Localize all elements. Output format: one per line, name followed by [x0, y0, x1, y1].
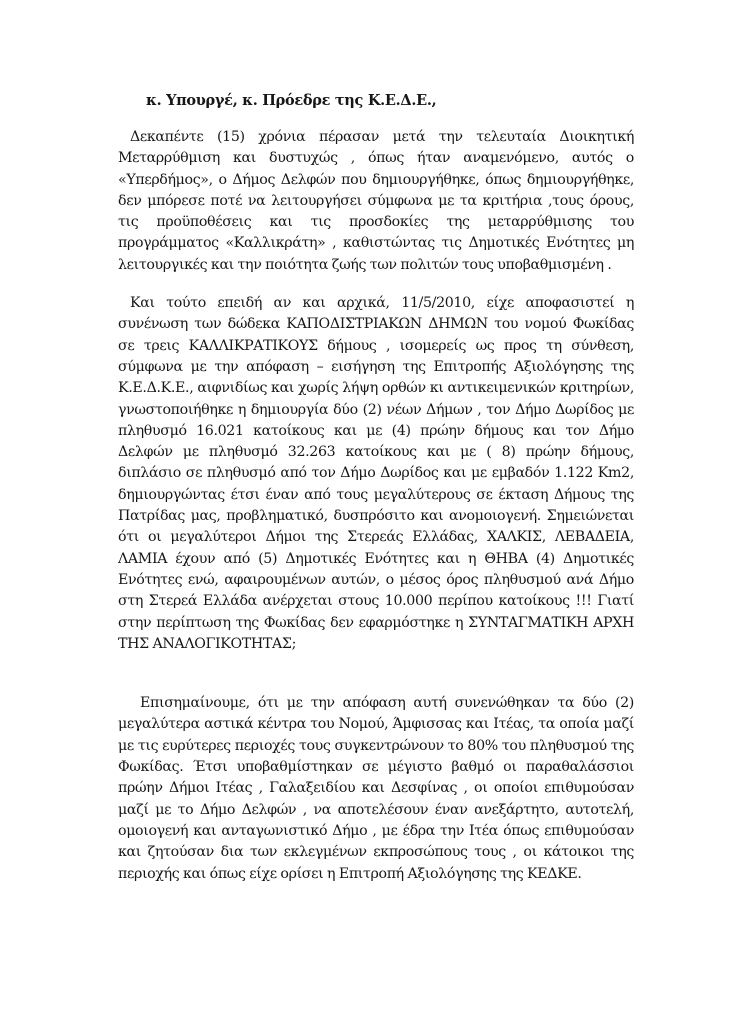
paragraph-2: Και τούτο επειδή αν και αρχικά, 11/5/2010, είχε αποφασιστεί η συνένωση των δώδεκα ΚΑΠΟΔΙΣΤΡΙΑΚΩΝ ΔΗΜΩΝ του νομού Φωκίδας σε τρεις ΚΑΛΛΙΚΡΑΤΙΚΟΥΣ δήμους , ισομερείς ως προς τη σύνθεση, σύμφωνα με την απόφαση – εισήγηση της Επιτροπής Αξιολόγησης της Κ.Ε.Δ.Κ.Ε., αιφνιδίως και χωρίς λήψη ορθών κι αντικειμενικών κριτηρίων, γνωστοποιήθηκε η δημιουργία δύο (2) νέων Δήμων , τον Δήμο Δωρίδος με πληθυσμό 16.021 κατοίκους και με (4) πρώην δήμους και τον Δήμο Δελφών με πληθυσμό 32.263 κατοίκους και με ( 8) πρώην δήμους, διπλάσιο σε πληθυσμό από τον Δήμο Δωρίδος και με εμβαδόν 1.122 Km2, δημιουργώντας έτσι έναν από τους μεγαλύτερους σε έκταση Δήμους της Πατρίδας μας, προβληματικό, δυσπρόσιτο και ανομοιογενή. Σημειώνεται ότι οι μεγαλύτεροι Δήμοι της Στερεάς Ελλάδας, ΧΑΛΚΙΣ, ΛΕΒΑΔΕΙΑ, ΛΑΜΙΑ έχουν από (5) Δημοτικές Ενότητες και η ΘΗΒΑ (4) Δημοτικές Ενότητες ενώ, αφαιρουμένων αυτών, ο μέσος όρος πληθυσμού ανά Δήμο στη Στερεά Ελλάδα ανέρχεται στους 10.000 περίπου κατοίκους !!! Γιατί στην περίπτωση της Φωκίδας δεν εφαρμόστηκε η ΣΥΝΤΑΓΜΑΤΙΚΗ ΑΡΧΗ ΤΗΣ ΑΝΑΛΟΓΙΚΟΤΗΤΑΣ; [118, 295, 634, 652]
salutation-heading: κ. Υπουργέ, κ. Πρόεδρε της Κ.Ε.Δ.Ε., [146, 92, 437, 109]
paragraph-1: Δεκαπέντε (15) χρόνια πέρασαν μετά την τελευταία Διοικητική Μεταρρύθμιση και δυστυχώς , όπως ήταν αναμενόμενο, αυτός ο «Υπερδήμος», ο Δήμος Δελφών που δημιουργήθηκε, όπως δημιουργήθηκε, δεν μπόρεσε ποτέ να λειτουργήσει σύμφωνα με τα κριτήρια ,τους όρους, τις προϋποθέσεις και τις προσδοκίες της μεταρρύθμισης του προγράμματος «Καλλικράτη» , καθιστώντας τις Δημοτικές Ενότητες μη λειτουργικές και την ποιότητα ζωής των πολιτών τους υποβαθμισμένη . [118, 129, 634, 273]
document-page [118, 88, 634, 885]
paragraph-3: Επισημαίνουμε, ότι με την απόφαση αυτή συνενώθηκαν τα δύο (2) μεγαλύτερα αστικά κέντρα του Νομού, Άμφισσας και Ιτέας, τα οποία μαζί με τις ευρύτερες περιοχές τους συγκεντρώνουν το 80% του πληθυσμού της Φωκίδας. Έτσι υποβαθμίστηκαν σε μέγιστο βαθμό οι παραθαλάσσιοι πρώην Δήμοι Ιτέας , Γαλαξειδίου και Δεσφίνας , οι οποίοι επιθυμούσαν μαζί με το Δήμο Δελφών , να αποτελέσουν έναν ανεξάρτητο, αυτοτελή, ομοιογενή και ανταγωνιστικό Δήμο , με έδρα την Ιτέα όπως επιθυμούσαν και ζητούσαν δια των εκλεγμένων εκπροσώπους τους , οι κάτοικοι της περιοχής και όπως είχε ορίσει η Επιτροπή Αξιολόγησης της ΚΕΔΚΕ. [118, 695, 634, 882]
